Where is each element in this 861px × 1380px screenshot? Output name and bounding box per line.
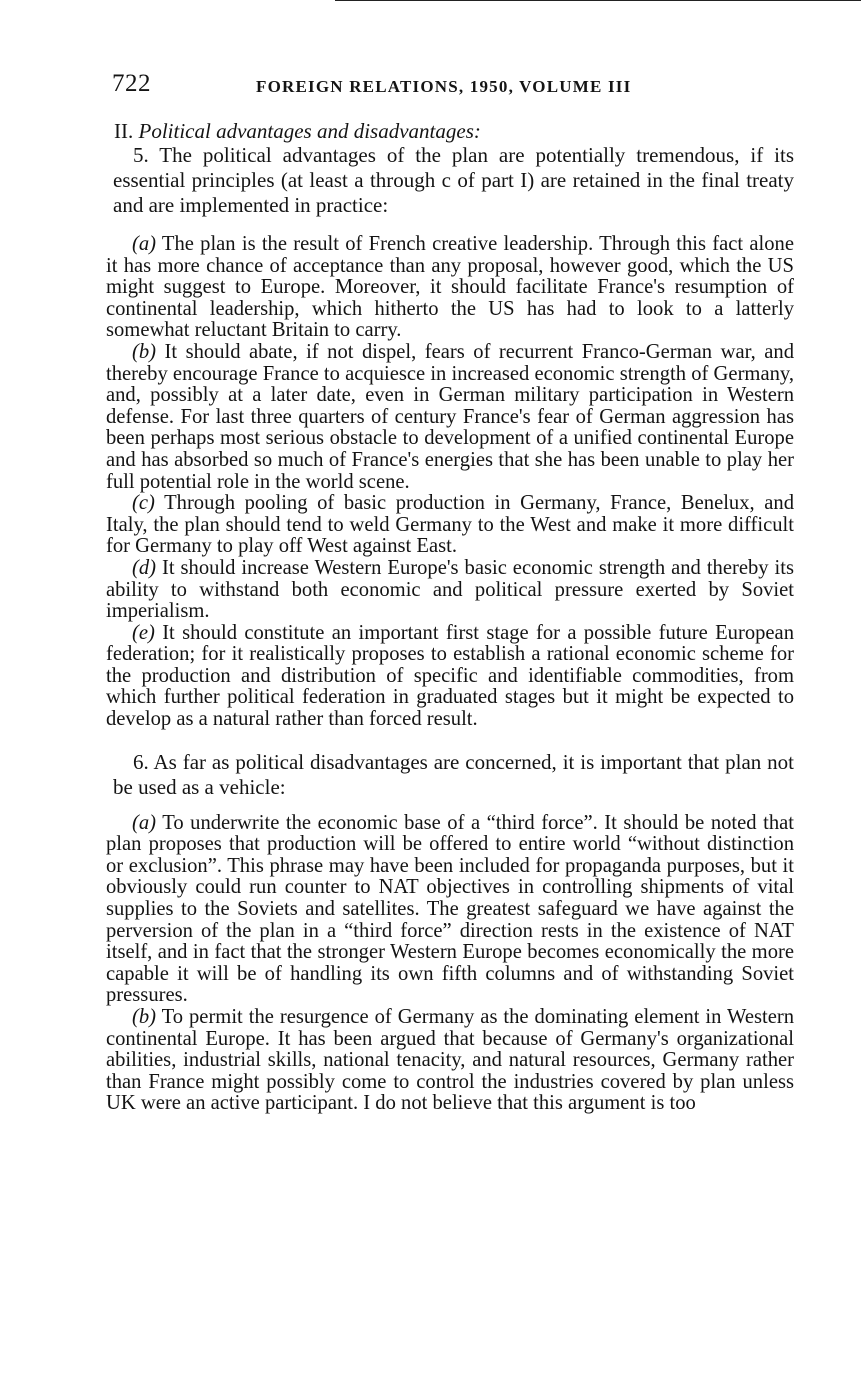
spacer (106, 731, 794, 750)
section-numeral: II. (114, 119, 134, 143)
item-text: It should abate, if not dispel, fears of recurrent Franco-German war, and thereby encourage France to acquiesce in increased economic strength of Germany, and, possibly at a later date, even in German military participation in Western defense. For last three quarters of century France's fear of German aggression has been perhaps most serious obstacle to development of a unified continental Europe and has absorbed so much of France's energies that she has been unable to play her full potential role in the world scene. (106, 340, 795, 493)
list-item (106, 342, 794, 493)
page-edge-line (335, 0, 861, 1)
item-text: It should constitute an important first stage for a possible future European federation; for it realistically proposes to establish a rational economic scheme for the production and distribution of specific and identifiable commodities, from which further political federation in graduated stages but it might be expected to develop as a natural rather than forced result. (106, 621, 794, 731)
item-label: (e) (132, 621, 155, 644)
list-item (106, 1007, 794, 1115)
running-title: FOREIGN RELATIONS, 1950, VOLUME III (256, 77, 632, 96)
list-item (106, 558, 794, 623)
section-heading (114, 119, 794, 143)
item-label: (a) (132, 233, 157, 255)
list-item (106, 493, 794, 558)
list-item (106, 623, 794, 731)
page-header (112, 70, 802, 104)
paragraph-6: 6. As far as political disadvantages are concerned, it is important that plan not be used as a vehicle: (113, 749, 794, 799)
item-label: (a) (132, 811, 157, 834)
item-text: The plan is the result of French creative leadership. Through this fact alone it has more chance of acceptance than any proposal, however good, which the US might suggest to Europe. Moreover, it should facilitate France's resumption of continental leadership, which hitherto the US has had to look to a latterly somewhat reluctant Britain to carry. (106, 233, 794, 342)
page-number: 722 (112, 70, 151, 97)
item-text: To underwrite the economic base of a “third force”. It should be noted that plan proposes that production will be offered to entire world “without distinction or exclusion”. This phrase may have been included for propaganda purposes, but it obviously could run counter to NAT objectives in controlling shipments of vital supplies to the Soviets and satellites. The greatest safeguard we have against the perversion of the plan in a “third force” direction rests in the existence of NAT itself, and in fact that the stronger Western Europe becomes economically the more capable it will be of handling its own fifth columns and of withstanding Soviet pressures. (106, 811, 794, 1007)
paragraph-5-items (106, 234, 794, 731)
item-label: (c) (132, 492, 155, 515)
item-label: (b) (132, 340, 157, 363)
paragraph-6-items (106, 813, 794, 1115)
item-label: (d) (132, 556, 157, 579)
document-body (106, 119, 794, 1115)
item-text: It should increase Western Europe's basic economic strength and thereby its ability to withstand both economic and political pressure exerted by Soviet imperialism. (106, 556, 794, 623)
list-item (106, 234, 794, 342)
section-title: Political advantages and disadvantages: (138, 119, 481, 143)
paragraph-5: 5. The political advantages of the plan are potentially tremendous, if its essential principles (at least a through c of part I) are retained in the final treaty and are implemented in practice: (113, 143, 794, 217)
list-item (106, 813, 794, 1007)
item-text: To permit the resurgence of Germany as the dominating element in Western continental Europe. It has been argued that because of Germany's organizational abilities, industrial skills, national tenacity, and natural resources, Germany rather than France might possibly come to control the industries covered by plan unless UK were an active participant. I do not believe that this argument is too (106, 1006, 795, 1115)
item-text: Through pooling of basic production in Germany, France, Benelux, and Italy, the plan should tend to weld Germany to the West and make it more difficult for Germany to play off West against East. (106, 492, 794, 558)
item-label: (b) (132, 1006, 157, 1028)
